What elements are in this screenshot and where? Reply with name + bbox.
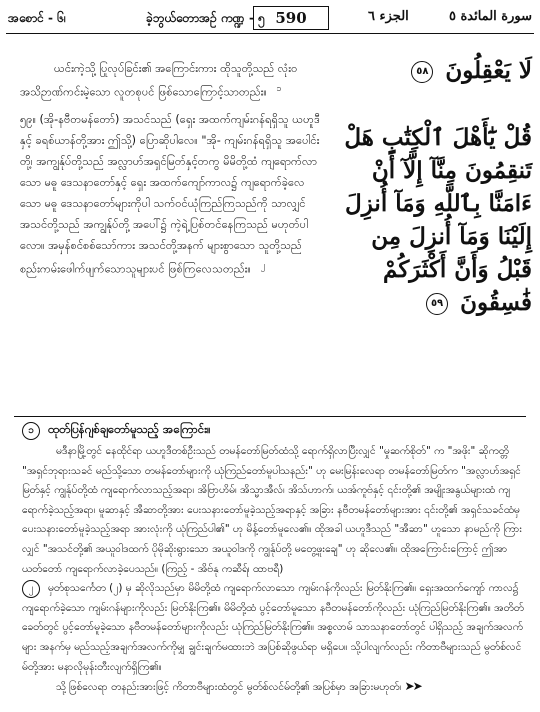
page-header	[8, 6, 532, 32]
section-title: ထုတ်ပြန်ဂျစ်ချတော်မူသည့် အကြောင်း။	[48, 422, 211, 436]
translation-column	[20, 58, 320, 279]
commentary-paragraph-3	[22, 677, 527, 698]
ayah-number-58: ٥٨	[411, 61, 433, 83]
footnote-mark-1: ၁	[276, 84, 282, 94]
ayah-58-text: لَا يَعْقِلُونَ	[445, 57, 532, 84]
commentary-paragraph-2	[22, 579, 527, 677]
paragraph-1-text: ယင်းကဲ့သို့ ပြုလုပ်ခြင်း၏ အကြောင်းကား ထိုသူတို့သည် လုံးဝ အသိဉာဏ်ကင်းမဲ့သော လူတစုပင် ဖြစ်သောကြောင့်သာတည်း။	[20, 62, 298, 99]
surah-label: سورة المائدة ٥	[448, 9, 532, 24]
note-2-badge: ၂	[22, 580, 40, 598]
commentary-paragraph-3-text: သို့ဖြစ်လေရာ တနည်းအားဖြင့် ကိတာဗီများထံတွင် မွတ်စ်လင်မ်တို့၏ အပြစ်မှာ အခြားမဟုတ်၊	[56, 681, 402, 694]
footnote-mark-2: ၂	[260, 260, 265, 271]
commentary-body	[22, 442, 527, 698]
section-heading	[22, 422, 211, 440]
translation-paragraph-2	[20, 109, 320, 280]
continue-arrow-icon: ➤➤	[404, 679, 421, 694]
translation-paragraph-1	[20, 58, 320, 103]
juz-label: الجزء ٦	[368, 9, 409, 24]
book-title-label: ခဲ့ဘွယ်တောအဉ် ကဏ္ဍ - ၅	[146, 11, 265, 25]
header-rule	[6, 33, 534, 34]
page-number-box: 590	[253, 6, 329, 30]
section-rule	[14, 416, 526, 417]
arabic-column	[336, 48, 532, 319]
ayah-59	[336, 121, 532, 319]
ayah-58	[336, 54, 532, 87]
ayah-number-59: ٥٩	[426, 293, 448, 315]
commentary-paragraph-1: မဒီနာမြို့တွင် နေထိုင်ရာ ယဟူဒီတစ်ဦးသည် တမန်တော်မြတ်ထံသို့ ရောက်ရှိလာပြီးလျှင် "မှုဆက်စိုတ်" က "အဖိုး" ဆိုကတ္တိ "အရှင်ဘုရားသခင် မည်သို့သော တမန်တော်များကို ယုံကြည်တော်မူပါသနည်း" ဟု မေးမြန်းလေရာ တမန်တော်မြတ်က "အလ္လာဟ်အရှင်မြတ်နှင့် ကျွန်ုပ်တို့ထံ ကျရောက်လာသည့်အရာ၊ အိဗြာဟိမ်၊ အိသ္မာအီလ်၊ အိသ်ဟာက်၊ ယအ်ကူဗ်နှင့် ၎င်းတို့၏ အမျိုးအနွယ်များထံ ကျရောက်ခဲ့သည့်အရာ၊ မူဆာနှင့် အီဆာတို့အား ပေးသနားတော်မူခဲ့သည့်အရာနှင့် အခြား နဗီတမန်တော်များအား ၎င်းတို့၏ အရှင်သခင်ထံမှ ပေးသနားတော်မူခဲ့သည့်အရာ အားလုံးကို ယုံကြည်ပါ၏" ဟု မိန့်တော်မူလေ၏။ ထိုအခါ ယဟူဒီသည် "အီဆာ" ဟူသော နာမည်ကို ကြားလျှင် "အသင်တို့၏ အယူဝါဒထက် ပိုမိုဆိုးရွားသော အယူဝါဒကို ကျွန်ုပ်တို့ မတွေ့ဖူးချေ" ဟု ဆိုလေ၏။ ထိုအကြောင်းကြောင့် ဤအာယတ်တော် ကျရောက်လာခဲ့ပေသည်။ (ကြည့် - အိဗ်နု ကဆီရ်၊ ထာဗရီ)	[22, 445, 523, 575]
commentary-paragraph-2-text: မှတ်စုသင်္ကေတ (၂) မှ ဆိုလိုသည်မှာ မိမိတို့ထံ ကျရောက်လာသော ကျမ်းဂန်ကိုလည်း မြတ်နိုးကြ၏။ ရှေးအထက်ကျော် ကာလ၌ ကျရောက်ခဲ့သော ကျမ်းဂန်များကိုလည်း မြတ်နိုးကြ၏။ မိမိတို့ထံ ပွင့်တော်မူသော နဗီတမန်တော်ကိုလည်း ယုံကြည်မြတ်နိုးကြ၏။ အတိတ်ခေတ်တွင် ပွင့်တော်မူခဲ့သော နဗီတမန်တော်များကိုလည်း ယုံကြည်မြတ်နိုးကြ၏။ အစ္စလာမ် သာသနာတော်တွင် ပါရှိသည့် အချက်အလက်များ အနက်မှ မည်သည့်အချက်အလက်ကိုမျှ ချွင်းချက်မထားဘဲ အပြစ်ဆိုဖွယ်ရာ မရှိပေ။ သို့ပါလျက်လည်း ကိတာဗီများသည် မွတ်စ်လင်မ်တို့အား မနာလိုမုန်းတီးလျက်ရှိကြ၏။	[22, 582, 524, 673]
book-part-label: အစောင် - ၆၊	[8, 11, 66, 25]
section-number-badge: ၁	[22, 422, 40, 440]
paragraph-2-text: ၅၉။ (အို-နဗီတမန်တော်) အသင်သည် (ရှေး အထက်ကျမ်းဂန်ရရှိသူ ယဟူဒီနှင့် ခရစ်ယာန်တို့အား ဤသို့) ပြောဆိုပါလေ။ "အို- ကျမ်းဂန်ရရှိသူ အပေါင်းတို့၊ အကျွန်ုပ်တို့သည် အလ္လာဟ်အရှင်မြတ်နှင့်တကွ မိမိတို့ထံ ကျရောက်လာသော မဓူ ဒေသနာတော်နှင့် ရှေး အထက်ကျော်ကာလ၌ ကျရောက်ခဲ့လေသော မဓူ ဒေသနာတော်များကိုပါ သက်ဝင်ယုံကြည်ကြသည်ကို သာလျှင် အသင်တို့သည် အကျွန်ုပ်တို့ အပေါ်၌ ကဲ့ရဲ့ပြစ်တင်နေကြသည် မဟုတ်ပါလော။ အမှန်စင်စစ်သော်ကား အသင်တို့အနက် များစွာသော သူတို့သည် စည်းကမ်းဖေါက်ဖျက်သောသူများပင် ဖြစ်ကြလေသတည်း။	[20, 112, 320, 276]
ayah-59-text: قُلْ يَٰٓأَهْلَ ٱلْكِتَٰبِ هَلْ تَنقِمُونَ مِنَّآ إِلَّآ أَنْ ءَامَنَّا بِٱللَّهِ وَمَآ أُنزِلَ إِلَيْنَا وَمَآ أُنزِلَ مِن قَبْلُ وَأَنَّ أَكْثَرَكُمْ فَٰسِقُونَ	[344, 124, 532, 316]
